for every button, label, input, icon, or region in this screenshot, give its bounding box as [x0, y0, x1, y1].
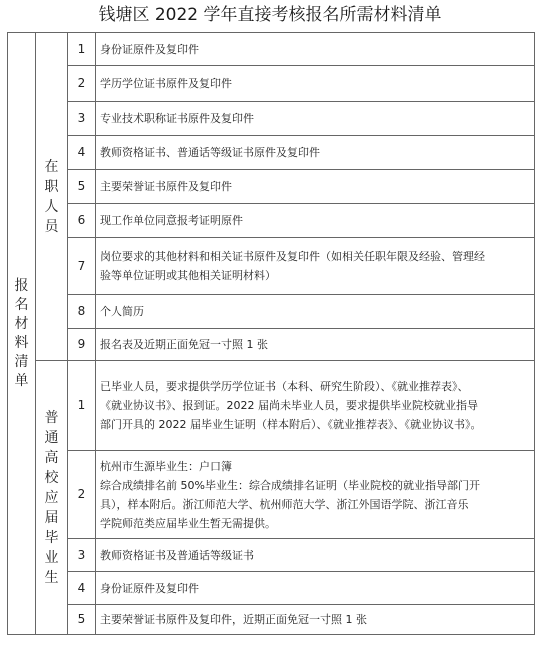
item-number: 2 — [68, 66, 96, 102]
item-text-line: 部门开具的 2022 届毕业生证明（样本附后）、《就业推荐表》、《就业协议书》。 — [100, 418, 482, 431]
item-number: 5 — [68, 170, 96, 204]
item-description — [96, 170, 535, 204]
table-row — [8, 66, 535, 102]
item-description — [96, 329, 535, 361]
item-description — [96, 66, 535, 102]
item-text-line: 《就业协议书》、报到证。2022 届尚未毕业人员，要求提供毕业院校就业指导 — [100, 399, 478, 412]
item-description — [96, 204, 535, 238]
group-cell — [36, 361, 68, 635]
item-text-line: 专业技术职称证书原件及复印件 — [100, 112, 254, 125]
item-number: 1 — [68, 33, 96, 66]
item-text-line: 已毕业人员，要求提供学历学位证书（本科、研究生阶段）、《就业推荐表》、 — [100, 380, 469, 393]
item-description — [96, 136, 535, 170]
category-label: 报名材料清单 — [14, 277, 29, 389]
table-row — [8, 572, 535, 605]
table-row — [8, 170, 535, 204]
item-text-line: 验等单位证明或其他相关证明材料） — [100, 269, 276, 282]
table-row — [8, 102, 535, 136]
item-description — [96, 605, 535, 635]
item-text-line: 个人简历 — [100, 305, 144, 318]
group-label: 普通高校应届毕业生 — [44, 409, 59, 586]
table-row — [8, 361, 535, 451]
table-row — [8, 605, 535, 635]
table-row — [8, 451, 535, 539]
item-description — [96, 572, 535, 605]
table-row — [8, 539, 535, 572]
item-description — [96, 539, 535, 572]
materials-table — [7, 32, 535, 635]
item-number: 5 — [68, 605, 96, 635]
item-description — [96, 102, 535, 136]
item-number: 4 — [68, 572, 96, 605]
table-row — [8, 238, 535, 295]
item-number: 3 — [68, 102, 96, 136]
item-text-line: 教师资格证书及普通话等级证书 — [100, 548, 254, 562]
item-number: 7 — [68, 238, 96, 295]
item-number: 2 — [68, 451, 96, 539]
item-number: 6 — [68, 204, 96, 238]
group-label: 在职人员 — [44, 158, 59, 235]
item-number: 4 — [68, 136, 96, 170]
item-text-line: 学历学位证书原件及复印件 — [100, 77, 232, 90]
table-row — [8, 136, 535, 170]
item-number: 8 — [68, 295, 96, 329]
item-text-line: 报名表及近期正面免冠一寸照 1 张 — [100, 338, 268, 351]
table-row — [8, 329, 535, 361]
item-text-line: 学院师范类应届毕业生暂无需提供。 — [100, 516, 276, 530]
item-description — [96, 451, 535, 539]
item-text-line: 具），样本附后。浙江师范大学、杭州师范大学、浙江外国语学院、浙江音乐 — [100, 497, 469, 511]
table-row — [8, 295, 535, 329]
table-row — [8, 33, 535, 66]
item-text-line: 杭州市生源毕业生：户口簿 — [100, 459, 232, 473]
category-cell — [8, 33, 36, 635]
item-text-line: 主要荣誉证书原件及复印件 — [100, 180, 232, 193]
page-title: 钱塘区 2022 学年直接考核报名所需材料清单 — [98, 5, 442, 25]
item-text-line: 教师资格证书、普通话等级证书原件及复印件 — [100, 146, 320, 159]
table-row — [8, 204, 535, 238]
item-description — [96, 295, 535, 329]
group-cell — [36, 33, 68, 361]
item-number: 1 — [68, 361, 96, 451]
item-text-line: 主要荣誉证书原件及复印件，近期正面免冠一寸照 1 张 — [100, 613, 367, 626]
item-number: 3 — [68, 539, 96, 572]
item-description — [96, 33, 535, 66]
item-description — [96, 361, 535, 451]
item-text-line: 身份证原件及复印件 — [100, 42, 199, 56]
item-text-line: 现工作单位同意报考证明原件 — [100, 214, 243, 227]
item-text-line: 岗位要求的其他材料和相关证书原件及复印件（如相关任职年限及经验、管理经 — [100, 250, 485, 263]
item-text-line: 身份证原件及复印件 — [100, 581, 199, 595]
item-text-line: 综合成绩排名前 50%毕业生：综合成绩排名证明（毕业院校的就业指导部门开 — [100, 478, 480, 492]
item-description — [96, 238, 535, 295]
item-number: 9 — [68, 329, 96, 361]
